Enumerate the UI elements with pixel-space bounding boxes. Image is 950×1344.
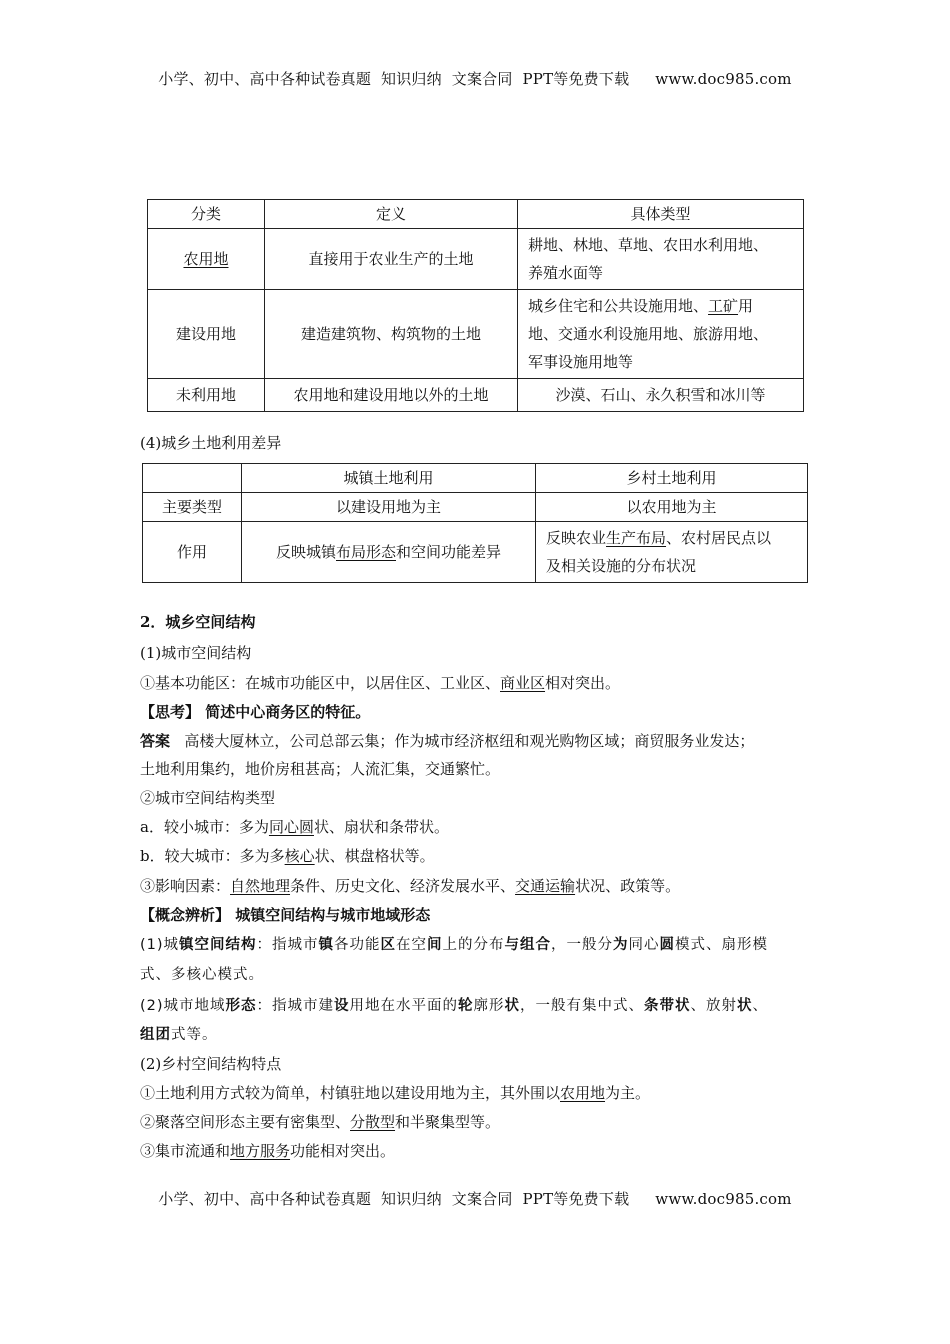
table-cell: 以建设用地为主	[242, 493, 536, 522]
table-row	[148, 200, 804, 229]
concept-line: 式、多核心模式。	[140, 967, 264, 983]
text-line: a．较小城市：多为同心圆状、扇状和条带状。	[140, 818, 449, 836]
concept-line: (1)城镇空间结构：指城市镇各功能区在空间上的分布与组合，一般分为同心圆模式、扇形模	[140, 937, 769, 953]
page-footer	[0, 1188, 950, 1209]
table-cell: 未利用地	[148, 379, 265, 412]
text-line: ③集市流通和地方服务功能相对突出。	[140, 1142, 396, 1160]
section-heading: 2．城乡空间结构	[140, 613, 256, 631]
concept-heading: 【概念辨析】 城镇空间结构与城市地域形态	[140, 906, 431, 924]
table-cell: 农用地	[148, 229, 265, 290]
concept-line: 组团式等。	[140, 1027, 218, 1043]
answer-line: 答案 高楼大厦林立，公司总部云集；作为城市经济枢纽和观光购物区域；商贸服务业发达；	[140, 732, 755, 750]
subsection-title: (1)城市空间结构	[140, 644, 252, 662]
text-line: b．较大城市：多为多核心状、棋盘格状等。	[140, 847, 435, 865]
text-line: ①土地利用方式较为简单，村镇驻地以建设用地为主，其外围以农用地为主。	[140, 1084, 651, 1102]
table-header: 乡村土地利用	[536, 464, 808, 493]
table-cell: 农用地和建设用地以外的土地	[265, 379, 518, 412]
table-row	[143, 522, 808, 583]
text-line: ②聚落空间形态主要有密集型、分散型和半聚集型等。	[140, 1113, 501, 1131]
table-row	[143, 464, 808, 493]
page-header	[0, 68, 950, 89]
think-question: 【思考】 简述中心商务区的特征。	[140, 703, 371, 721]
table-row	[148, 379, 804, 412]
header-text: 小学、初中、高中各种试卷真题 知识归纳 文案合同 PPT等免费下载	[158, 70, 630, 88]
table-cell: 城乡住宅和公共设施用地、工矿用 地、交通水利设施用地、旅游用地、 军事设施用地等	[518, 290, 804, 379]
table-row	[148, 290, 804, 379]
subsection-title: (2)乡村空间结构特点	[140, 1055, 282, 1073]
land-use-difference-table	[142, 463, 808, 583]
table-cell: 建造建筑物、构筑物的土地	[265, 290, 518, 379]
table-cell: 沙漠、石山、永久积雪和冰川等	[518, 379, 804, 412]
text-line: ③影响因素：自然地理条件、历史文化、经济发展水平、交通运输状况、政策等。	[140, 877, 681, 895]
table-cell: 反映农业生产布局、农村居民点以 及相关设施的分布状况	[536, 522, 808, 583]
table-cell: 耕地、林地、草地、农田水利用地、 养殖水面等	[518, 229, 804, 290]
table-header: 具体类型	[518, 200, 804, 229]
table-header: 城镇土地利用	[242, 464, 536, 493]
table-cell: 以农用地为主	[536, 493, 808, 522]
footer-text: 小学、初中、高中各种试卷真题 知识归纳 文案合同 PPT等免费下载	[158, 1190, 630, 1208]
table-cell: 直接用于农业生产的土地	[265, 229, 518, 290]
table-cell: 建设用地	[148, 290, 265, 379]
table-header: 定义	[265, 200, 518, 229]
text-line: ②城市空间结构类型	[140, 789, 276, 807]
concept-line: (2)城市地域形态：指城市建设用地在水平面的轮廓形状，一般有集中式、条带状、放射状、	[140, 998, 769, 1014]
table-header	[143, 464, 242, 493]
table-row	[143, 493, 808, 522]
table-cell: 作用	[143, 522, 242, 583]
table-row	[148, 229, 804, 290]
table-header: 分类	[148, 200, 265, 229]
answer-line: 土地利用集约，地价房租甚高；人流汇集，交通繁忙。	[140, 760, 501, 778]
table-cell: 反映城镇布局形态和空间功能差异	[242, 522, 536, 583]
header-url[interactable]: www.doc985.com	[655, 70, 792, 88]
text-line: ①基本功能区：在城市功能区中，以居住区、工业区、商业区相对突出。	[140, 674, 621, 692]
footer-url[interactable]: www.doc985.com	[655, 1190, 792, 1208]
table-cell: 主要类型	[143, 493, 242, 522]
section-title: (4)城乡土地利用差异	[140, 434, 282, 452]
land-classification-table	[147, 199, 804, 412]
